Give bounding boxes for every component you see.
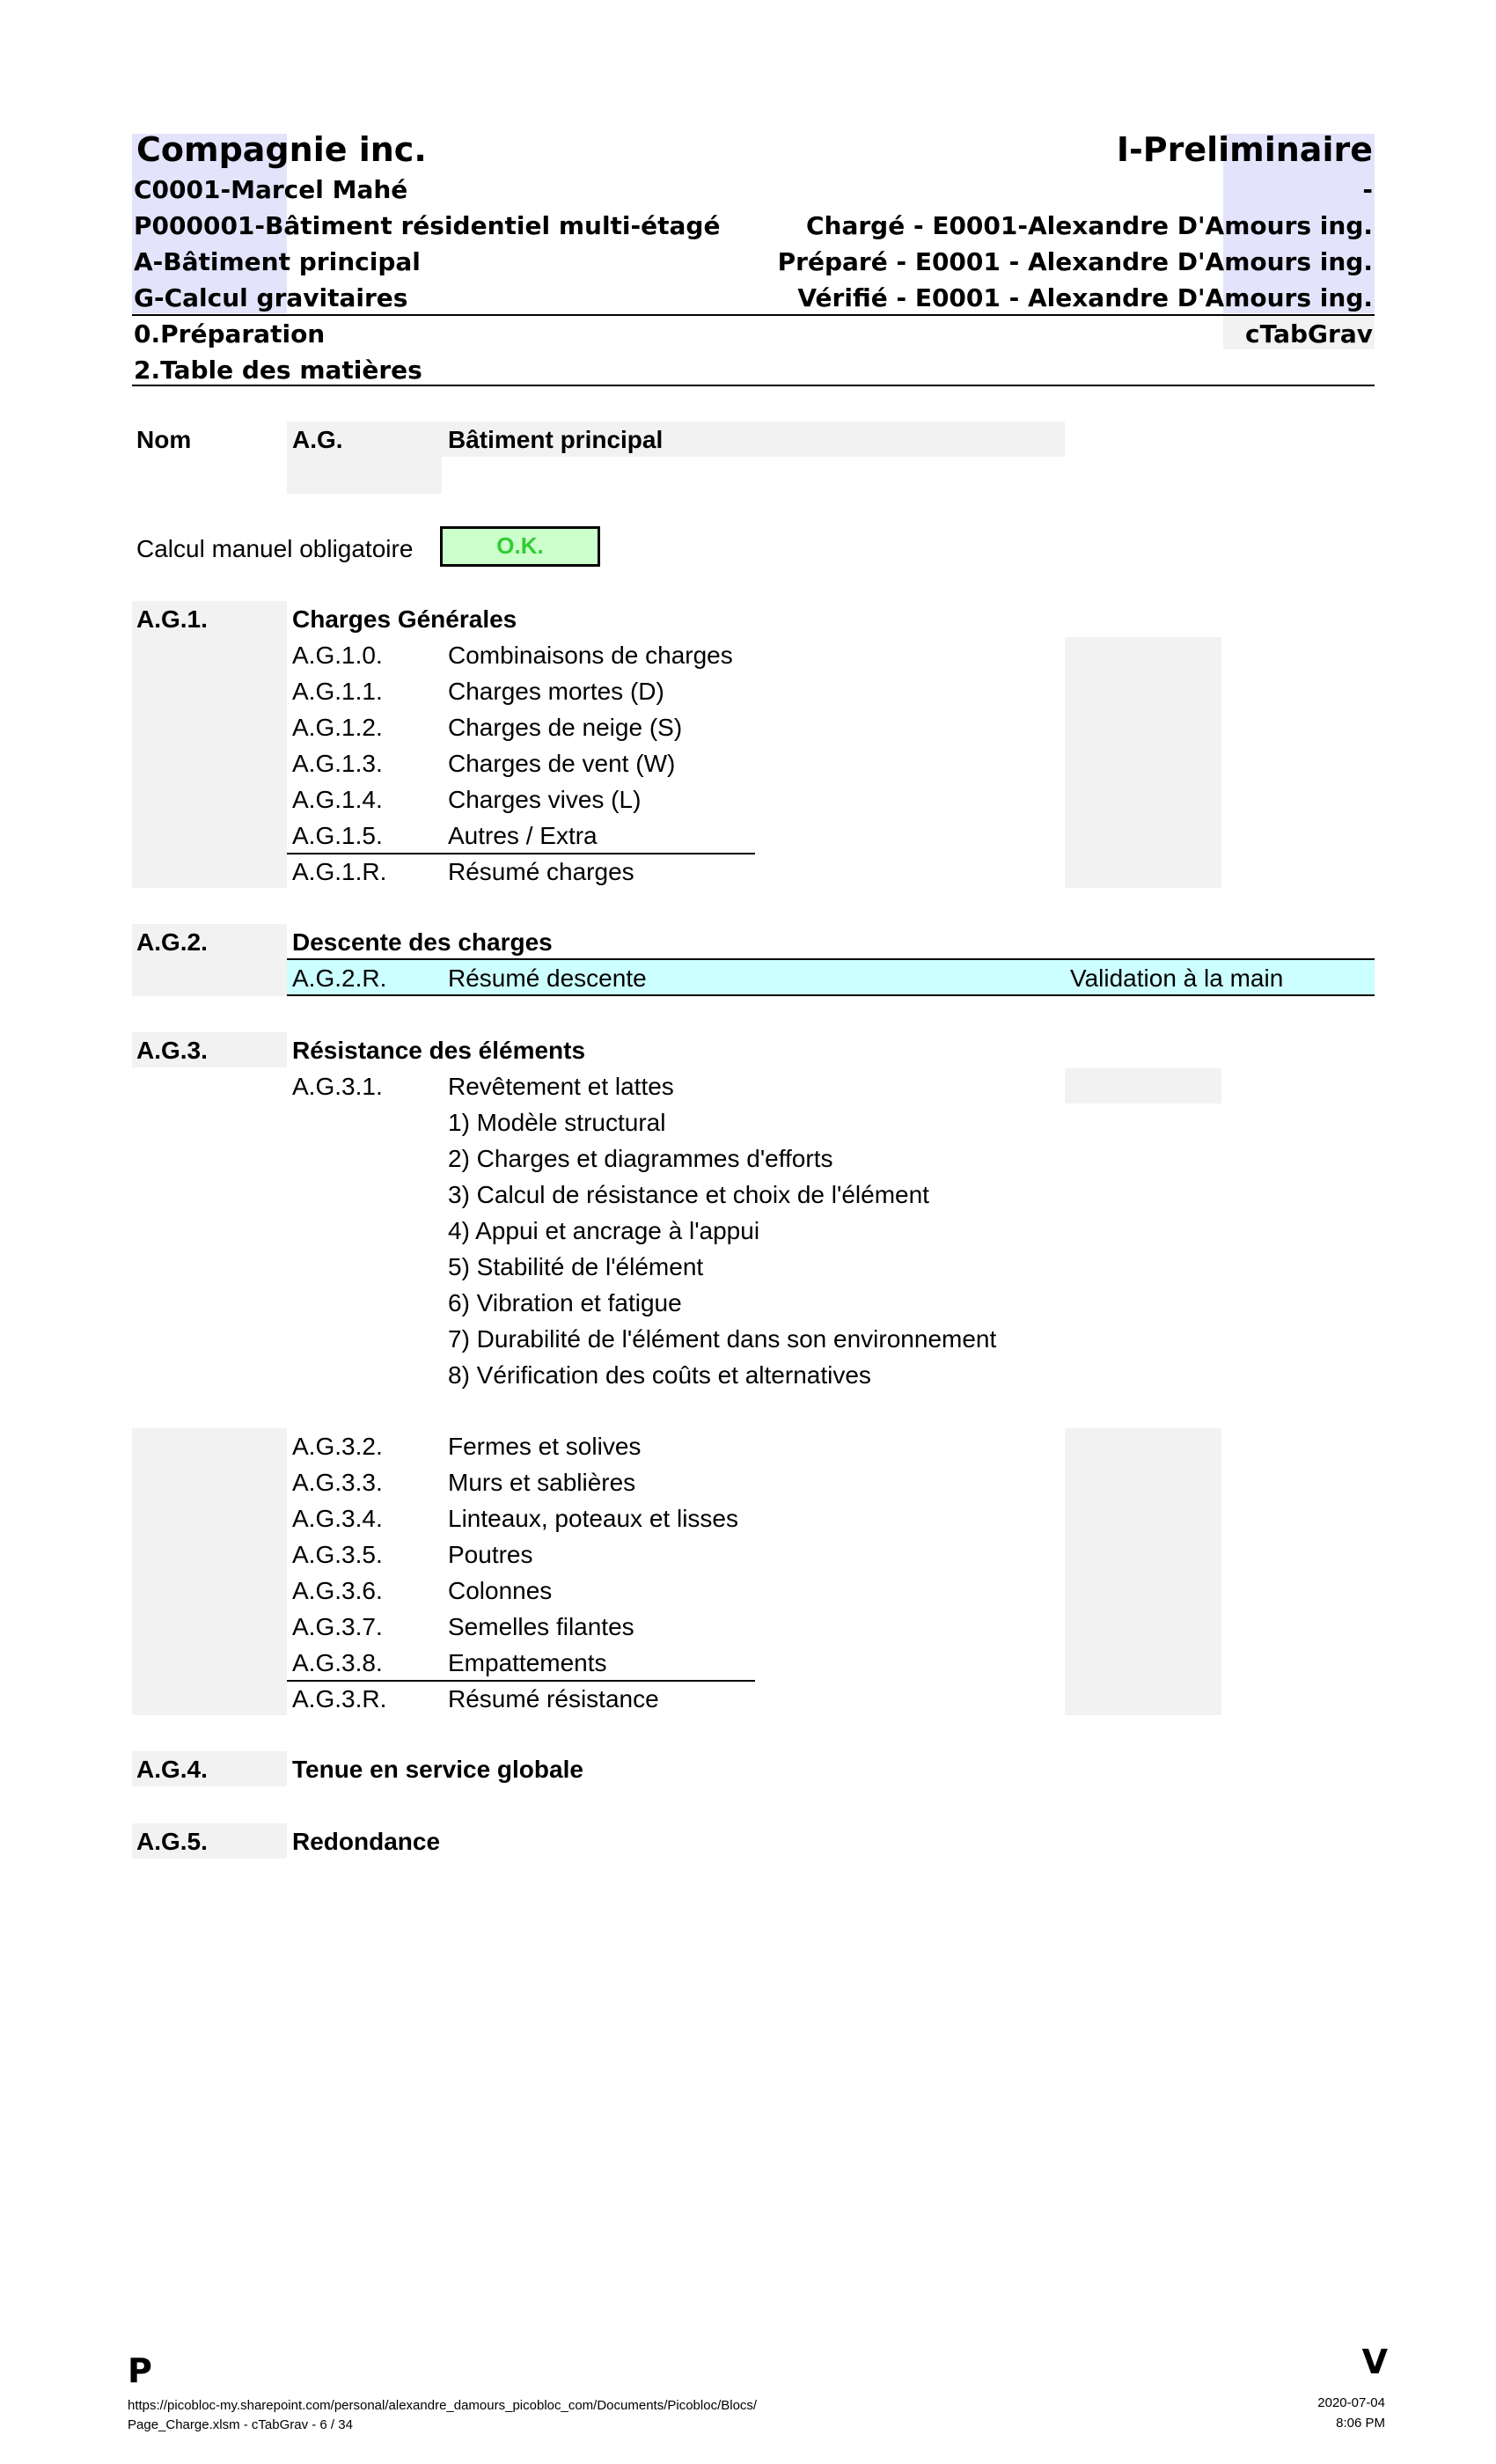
s4-code: A.G.4. (136, 1756, 208, 1783)
s3-step: 7) Durabilité de l'élément dans son environnement (448, 1325, 997, 1353)
s2-item-label: Résumé descente (448, 964, 647, 992)
client-name: C0001-Marcel Mahé (134, 175, 408, 204)
s3-step: 2) Charges et diagrammes d'efforts (448, 1145, 833, 1172)
s5-title: Redondance (292, 1828, 441, 1855)
footer-url-line2: Page_Charge.xlsm - cTabGrav - 6 / 34 (128, 2417, 353, 2432)
s1-item-0-code: A.G.1.0. (292, 642, 383, 669)
s3-first-code: A.G.3.1. (292, 1073, 383, 1100)
header-rule-2 (132, 385, 1375, 386)
s3-step: 8) Vérification des coûts et alternatives (448, 1361, 871, 1389)
prepared-by: Préparé - E0001 - Alexandre D'Amours ing. (777, 247, 1373, 276)
s3-step: 5) Stabilité de l'élément (448, 1253, 704, 1280)
s2-code: A.G.2. (136, 928, 208, 956)
verified-by: Vérifié - E0001 - Alexandre D'Amours ing. (797, 283, 1373, 312)
s3-item-5-label: Semelles filantes (448, 1613, 634, 1640)
s3-code: A.G.3. (136, 1037, 208, 1064)
s3-item-3-code: A.G.3.5. (292, 1541, 383, 1568)
building-name: A-Bâtiment principal (134, 247, 421, 276)
s1-item-5-code: A.G.1.5. (292, 822, 383, 849)
s1-item-4-label: Charges vives (L) (448, 786, 642, 813)
section-preparation: 0.Préparation (134, 319, 326, 348)
s3-item-0-code: A.G.3.2. (292, 1433, 383, 1460)
nom-code: A.G. (292, 426, 343, 453)
s3-item-6-label: Empattements (448, 1649, 607, 1676)
s3-first-status-bg (1065, 1068, 1221, 1104)
s1-subtotal-rule (287, 853, 755, 854)
s1-code-bg (132, 601, 287, 888)
s1-item-2-code: A.G.1.2. (292, 714, 383, 741)
header-dash: - (1362, 175, 1373, 204)
s3-item-1-label: Murs et sablières (448, 1469, 636, 1496)
nom-label: Nom (136, 426, 192, 453)
s3-step: 1) Modèle structural (448, 1109, 666, 1136)
s3-item-7-code: A.G.3.R. (292, 1685, 387, 1712)
s1-item-1-code: A.G.1.1. (292, 678, 383, 705)
s2-rule-top (287, 958, 1375, 960)
charge-engineer: Chargé - E0001-Alexandre D'Amours ing. (805, 211, 1373, 240)
s1-item-1-label: Charges mortes (D) (448, 678, 664, 705)
footer-url-line1: https://picobloc-my.sharepoint.com/personal/alexandre_damours_picobloc_com/Documents/Picobloc/Blocs/ (128, 2398, 758, 2413)
s4-title: Tenue en service globale (292, 1756, 583, 1783)
nom-value: Bâtiment principal (448, 426, 664, 453)
s3-item-0-label: Fermes et solives (448, 1433, 642, 1460)
s3-title: Résistance des éléments (292, 1037, 586, 1064)
footer-date: 2020-07-04 (1317, 2395, 1385, 2410)
s2-title: Descente des charges (292, 928, 553, 956)
sheet-code: cTabGrav (1245, 319, 1373, 348)
s1-item-5-label: Autres / Extra (448, 822, 598, 849)
s1-status-bg (1065, 637, 1221, 888)
s3-subtotal-rule (287, 1680, 755, 1682)
s1-item-2-label: Charges de neige (S) (448, 714, 683, 741)
s3-step: 4) Appui et ancrage à l'appui (448, 1217, 760, 1244)
s3-step: 3) Calcul de résistance et choix de l'élément (448, 1181, 929, 1208)
s3-step: 6) Vibration et fatigue (448, 1289, 682, 1316)
calc-type: G-Calcul gravitaires (134, 283, 408, 312)
footer-time: 8:06 PM (1336, 2416, 1385, 2431)
s3-item-4-label: Colonnes (448, 1577, 553, 1604)
subsection-toc: 2.Table des matières (134, 356, 422, 385)
s1-item-3-label: Charges de vent (W) (448, 750, 676, 777)
manual-calc-label: Calcul manuel obligatoire (136, 535, 414, 562)
s1-code: A.G.1. (136, 605, 208, 633)
s3-item-3-label: Poutres (448, 1541, 533, 1568)
s3-item-2-code: A.G.3.4. (292, 1505, 383, 1532)
company-name: Compagnie inc. (136, 130, 427, 169)
s1-item-4-code: A.G.1.4. (292, 786, 383, 813)
project-name: P000001-Bâtiment résidentiel multi-étagé (134, 211, 721, 240)
s1-item-6-code: A.G.1.R. (292, 858, 387, 885)
s3-first-label: Revêtement et lattes (448, 1073, 674, 1100)
s1-item-3-code: A.G.1.3. (292, 750, 383, 777)
s3-items-status-bg (1065, 1428, 1221, 1715)
footer-left-marker: P (128, 2351, 152, 2390)
s2-item-note: Validation à la main (1070, 964, 1284, 992)
s2-rule-bottom (287, 994, 1375, 996)
footer-right-marker: V (1361, 2343, 1388, 2381)
s3-item-1-code: A.G.3.3. (292, 1469, 383, 1496)
s5-code: A.G.5. (136, 1828, 208, 1855)
manual-calc-status: O.K. (440, 526, 600, 567)
header-rule-1 (132, 314, 1375, 316)
s1-item-6-label: Résumé charges (448, 858, 634, 885)
s3-item-2-label: Linteaux, poteaux et lisses (448, 1505, 738, 1532)
s3-items-code-bg (132, 1428, 287, 1715)
s1-title: Charges Générales (292, 605, 517, 633)
s2-item-code: A.G.2.R. (292, 964, 387, 992)
s3-item-4-code: A.G.3.6. (292, 1577, 383, 1604)
phase-title: I-Preliminaire (1116, 130, 1373, 169)
s3-item-5-code: A.G.3.7. (292, 1613, 383, 1640)
s3-item-6-code: A.G.3.8. (292, 1649, 383, 1676)
s3-item-7-label: Résumé résistance (448, 1685, 659, 1712)
s1-item-0-label: Combinaisons de charges (448, 642, 733, 669)
